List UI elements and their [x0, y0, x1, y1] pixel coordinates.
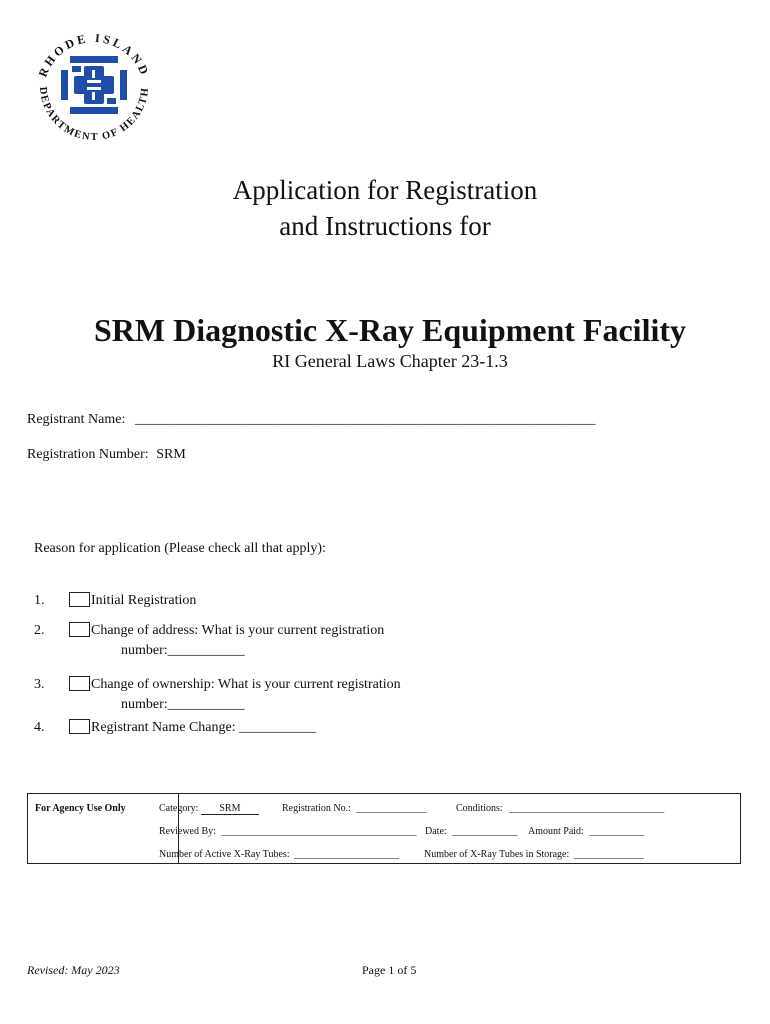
registration-number-label: Registration Number: [27, 447, 149, 462]
category-value: SRM [201, 804, 259, 815]
amount-paid-row [528, 826, 644, 837]
registration-number-value: SRM [156, 447, 186, 462]
reason-label: Registrant Name Change: ___________ [91, 720, 317, 735]
initial-registration-checkbox[interactable] [69, 592, 90, 607]
registrant-name-change-checkbox[interactable] [69, 719, 90, 734]
address-registration-number-field[interactable]: number:___________ [121, 643, 245, 658]
reason-label: Initial Registration [91, 593, 197, 608]
date-label: Date: [425, 826, 447, 837]
reason-heading: Reason for application (Please check all that apply): [34, 541, 326, 556]
active-tubes-label: Number of Active X-Ray Tubes: [159, 849, 290, 860]
registration-no-row [282, 803, 426, 814]
reason-number: 4. [34, 720, 45, 735]
reviewed-by-label: Reviewed By: [159, 826, 216, 837]
change-of-ownership-checkbox[interactable] [69, 676, 90, 691]
conditions-row [456, 803, 664, 814]
page-subtitle: RI General Laws Chapter 23-1.3 [272, 351, 508, 371]
logo-bottom-text: DEPARTMENT OF HEALTH [36, 86, 152, 144]
reason-number: 1. [34, 593, 45, 608]
change-of-address-checkbox[interactable] [69, 622, 90, 637]
category-label: Category: [159, 803, 199, 814]
storage-tubes-label: Number of X-Ray Tubes in Storage: [424, 849, 570, 860]
page-number: Page 1 of 5 [362, 963, 417, 977]
amount-paid-field[interactable]: ___________ [589, 826, 645, 837]
conditions-label: Conditions: [456, 803, 503, 814]
registration-no-field[interactable]: ______________ [356, 803, 427, 814]
registration-no-label: Registration No.: [282, 803, 351, 814]
reason-number: 2. [34, 623, 45, 638]
active-tubes-field[interactable]: _____________________ [294, 849, 400, 860]
reviewed-by-field[interactable]: _______________________________________ [221, 826, 417, 837]
logo-emblem [61, 56, 127, 114]
conditions-field[interactable]: _______________________________ [509, 803, 665, 814]
reviewed-by-row [159, 826, 416, 837]
logo-top-text: RHODE ISLAND [35, 30, 153, 80]
page-title: SRM Diagnostic X-Ray Equipment Facility [94, 312, 686, 348]
registrant-name-label: Registrant Name: [27, 412, 126, 427]
registrant-name-row [27, 411, 596, 429]
agency-use-table [27, 793, 741, 864]
date-field[interactable]: _____________ [452, 826, 518, 837]
title-line-1: Application for Registration [232, 175, 538, 205]
storage-tubes-field[interactable]: ______________ [573, 849, 644, 860]
amount-paid-label: Amount Paid: [528, 826, 584, 837]
registration-number-row [27, 446, 186, 464]
category-row [159, 803, 259, 815]
registrant-name-field[interactable]: ________________________________________________________________ [134, 412, 596, 427]
agency-use-label: For Agency Use Only [35, 803, 126, 814]
reason-label: Change of ownership: What is your current registration [91, 677, 401, 692]
reason-number: 3. [34, 677, 45, 692]
ri-department-of-health-logo [24, 20, 164, 160]
revised-date: Revised: May 2023 [27, 963, 120, 977]
ownership-registration-number-field[interactable]: number:___________ [121, 697, 245, 712]
date-row [425, 826, 517, 837]
storage-tubes-row [424, 849, 644, 860]
title-line-2: and Instructions for [279, 211, 491, 241]
reason-label: Change of address: What is your current registration [91, 623, 385, 638]
active-tubes-row [159, 849, 399, 860]
